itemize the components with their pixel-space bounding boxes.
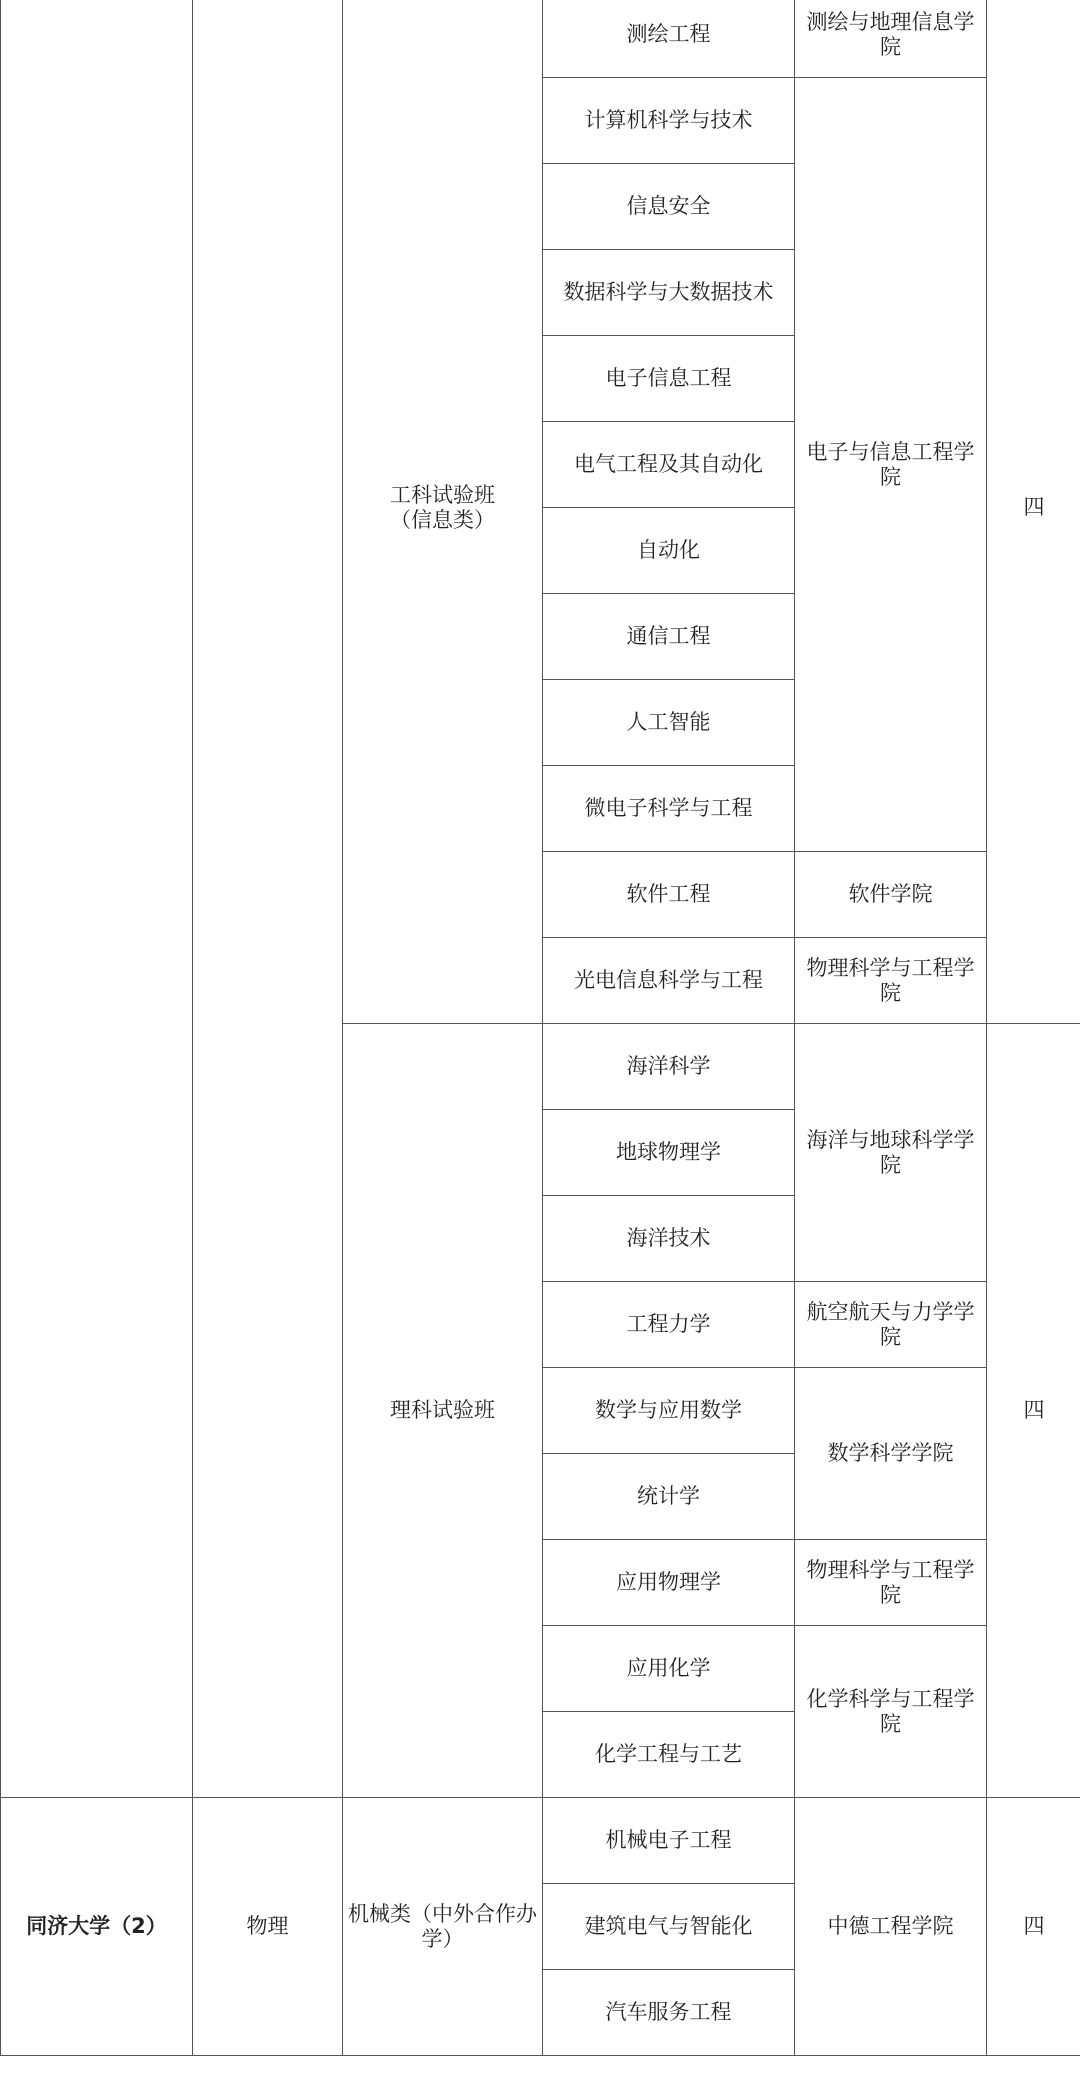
major-cell: 汽车服务工程 (543, 1970, 795, 2056)
class-name-line1: 机械类（中外合作办 (348, 1901, 537, 1926)
major-cell: 地球物理学 (543, 1110, 795, 1196)
duration-cell: 四 (987, 0, 1080, 1024)
major-cell: 建筑电气与智能化 (543, 1884, 795, 1970)
major-cell: 数学与应用数学 (543, 1368, 795, 1454)
major-cell: 电气工程及其自动化 (543, 422, 795, 508)
college-cell: 中德工程学院 (795, 1798, 987, 2056)
major-cell: 微电子科学与工程 (543, 766, 795, 852)
major-cell: 计算机科学与技术 (543, 78, 795, 164)
college-cell: 数学科学学院 (795, 1368, 987, 1540)
university-cell: 同济大学（2） (1, 1798, 193, 2056)
subject-cell: 物理 (193, 1798, 343, 2056)
college-cell: 海洋与地球科学学院 (795, 1024, 987, 1282)
college-cell: 物理科学与工程学院 (795, 1540, 987, 1626)
class-name-line1: 工科试验班 (390, 482, 495, 507)
major-cell: 测绘工程 (543, 0, 795, 78)
major-cell: 海洋技术 (543, 1196, 795, 1282)
subject-cell-continued (193, 0, 343, 1798)
table-row (1, 1798, 1080, 1884)
major-cell: 统计学 (543, 1454, 795, 1540)
duration-cell: 四 (987, 1024, 1080, 1798)
major-cell: 信息安全 (543, 164, 795, 250)
major-cell: 化学工程与工艺 (543, 1712, 795, 1798)
class-name-cell (343, 1798, 543, 2056)
major-cell: 数据科学与大数据技术 (543, 250, 795, 336)
college-cell: 测绘与地理信息学院 (795, 0, 987, 78)
class-name-line2: （信息类） (390, 507, 495, 532)
major-cell: 软件工程 (543, 852, 795, 938)
duration-cell: 四 (987, 1798, 1080, 2056)
major-cell: 海洋科学 (543, 1024, 795, 1110)
major-cell: 光电信息科学与工程 (543, 938, 795, 1024)
college-cell: 航空航天与力学学院 (795, 1282, 987, 1368)
college-cell: 化学科学与工程学院 (795, 1626, 987, 1798)
class-name-cell (343, 0, 543, 1024)
major-cell: 应用物理学 (543, 1540, 795, 1626)
major-cell: 电子信息工程 (543, 336, 795, 422)
major-cell: 应用化学 (543, 1626, 795, 1712)
major-cell: 通信工程 (543, 594, 795, 680)
major-cell: 机械电子工程 (543, 1798, 795, 1884)
class-name-line2: 学） (421, 1926, 464, 1951)
major-cell: 工程力学 (543, 1282, 795, 1368)
major-cell: 人工智能 (543, 680, 795, 766)
major-cell: 自动化 (543, 508, 795, 594)
college-cell: 电子与信息工程学院 (795, 78, 987, 852)
college-cell: 软件学院 (795, 852, 987, 938)
college-cell: 物理科学与工程学院 (795, 938, 987, 1024)
table-row (1, 0, 1080, 78)
class-name-cell: 理科试验班 (343, 1024, 543, 1798)
university-cell-continued (1, 0, 193, 1798)
